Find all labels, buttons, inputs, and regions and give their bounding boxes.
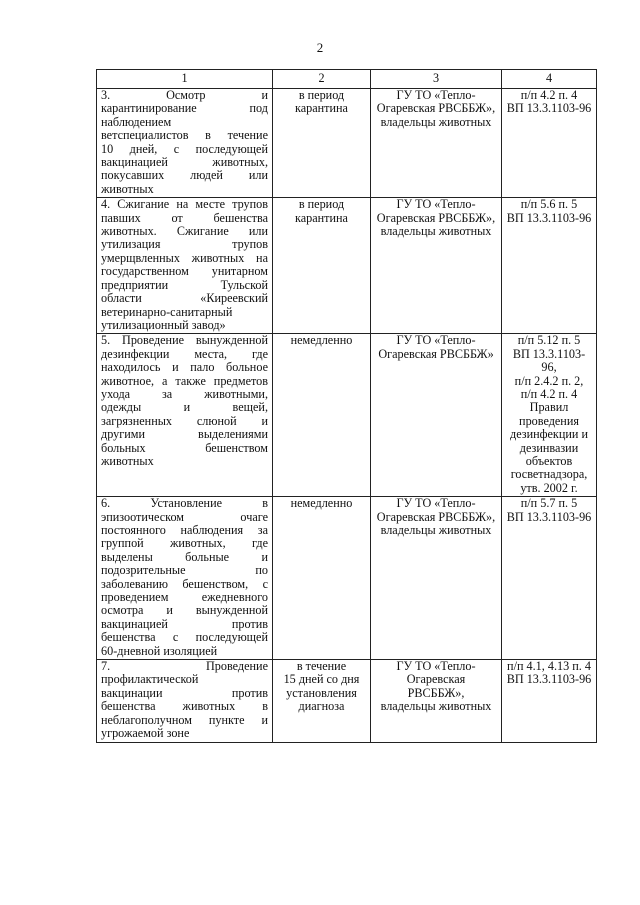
cell-line: РВСББЖ», — [407, 685, 465, 700]
cell-line: ВП 13.3.1103-96 — [506, 101, 592, 116]
cell-line: утв. 2002 г. — [520, 480, 578, 495]
cell-line: проведением ежедневного — [101, 590, 268, 605]
cell-line: объектов — [525, 453, 573, 468]
executor-cell — [371, 89, 502, 198]
cell-line: немедленно — [290, 333, 353, 348]
cell-line: ВП 13.3.1103-96 — [506, 509, 592, 524]
cell-line: умерщвленных животных на — [101, 250, 268, 265]
table-row — [97, 89, 597, 198]
cell-line: наблюдением — [101, 114, 172, 129]
executor-cell — [371, 660, 502, 742]
cell-line: п/п 5.12 п. 5 — [517, 333, 581, 348]
cell-line: находилось и пало больное — [101, 360, 268, 375]
cell-line: установления — [286, 685, 357, 700]
cell-line: ГУ ТО «Тепло- — [396, 659, 476, 674]
cell-line: 4. Сжигание на месте трупов — [101, 197, 268, 212]
cell-line: п/п 4.2 п. 4 Правил — [520, 386, 578, 415]
cell-line: утилизация трупов — [101, 237, 268, 252]
cell-line: в течение — [296, 659, 347, 674]
executor-cell — [371, 198, 502, 334]
cell-line: диагноза — [298, 699, 345, 714]
reference-cell — [502, 89, 597, 198]
cell-line: павших от бешенства — [101, 210, 268, 225]
cell-line: немедленно — [290, 496, 353, 511]
cell-line: ГУ ТО «Тепло- — [396, 88, 476, 102]
cell-line: бешенства животных в — [101, 699, 268, 714]
cell-line: ВП 13.3.1103-96 — [506, 210, 592, 225]
cell-line: владельцы животных — [380, 114, 492, 129]
cell-line: группой животных, где — [101, 536, 268, 551]
cell-line: Огаревская РВСББЖ», — [376, 509, 496, 524]
cell-line: владельцы животных — [380, 699, 492, 714]
cell-line: Огаревская РВСББЖ» — [378, 346, 494, 361]
cell-line: п/п 5.6 п. 5 — [520, 197, 578, 212]
table-header-row — [97, 70, 597, 89]
cell-line: осмотра и вынужденной — [101, 603, 268, 618]
action-cell — [97, 660, 273, 742]
cell-line: подозрительные по — [101, 563, 268, 578]
cell-line: животное, а также предметов — [101, 373, 268, 388]
cell-line: п/п 4.2 п. 4 — [520, 88, 578, 102]
cell-line: ГУ ТО «Тепло- — [396, 197, 476, 212]
reference-cell — [502, 660, 597, 742]
cell-line: 10 дней, с последующей — [101, 141, 268, 156]
term-cell — [273, 198, 371, 334]
cell-line: покусавших людей или — [101, 168, 268, 183]
cell-line: предприятии Тульской — [101, 277, 268, 292]
cell-line: больных бешенством — [101, 440, 268, 455]
cell-line: выделены больные и — [101, 549, 268, 564]
executor-cell — [371, 334, 502, 497]
cell-line: п/п 2.4.2 п. 2, — [514, 373, 584, 388]
column-header-3: 3 — [371, 70, 502, 89]
cell-line: карантина — [295, 210, 348, 225]
action-cell — [97, 334, 273, 497]
column-header-1: 1 — [97, 70, 273, 89]
cell-line: животных — [101, 181, 154, 196]
cell-line: владельцы животных — [380, 523, 492, 537]
term-cell — [273, 89, 371, 198]
cell-line: утилизационный завод» — [101, 317, 226, 332]
cell-line: дезинвазии — [519, 440, 579, 455]
cell-line: неблагополучном пункте и — [101, 712, 268, 727]
action-cell — [97, 89, 273, 198]
cell-line: Огаревская РВСББЖ», — [376, 101, 496, 116]
cell-line: 3. Осмотр и — [101, 88, 268, 102]
column-header-4: 4 — [502, 70, 597, 89]
cell-line: угрожаемой зоне — [101, 726, 190, 741]
action-cell — [97, 497, 273, 660]
cell-line: бешенства с последующей — [101, 630, 268, 645]
reference-cell — [502, 334, 597, 497]
cell-line: ухода за животными, — [101, 386, 268, 401]
executor-cell — [371, 497, 502, 660]
cell-line: ветспециалистов в течение — [101, 128, 268, 143]
cell-line: постоянного наблюдения за — [101, 523, 268, 537]
term-cell — [273, 334, 371, 497]
cell-line: области «Киреевский — [101, 291, 268, 306]
cell-line: ВП 13.3.1103-96, — [512, 346, 586, 375]
cell-line: карантина — [295, 101, 348, 116]
reference-cell — [502, 198, 597, 334]
cell-line: заболеванию бешенством, с — [101, 576, 268, 591]
cell-line: Огаревская РВСББЖ», — [376, 210, 496, 225]
cell-line: владельцы животных — [380, 224, 492, 239]
cell-line: проведения — [519, 413, 579, 428]
cell-line: ГУ ТО «Тепло- — [396, 496, 476, 511]
cell-line: ГУ ТО «Тепло- — [396, 333, 476, 348]
cell-line: п/п 4.1, 4.13 п. 4 — [507, 659, 591, 674]
cell-line: 6. Установление в — [101, 496, 268, 511]
cell-line: 60-дневной изоляцией — [101, 643, 218, 658]
cell-line: в период — [298, 197, 345, 212]
cell-line: 15 дней со дня — [283, 672, 360, 687]
cell-line: карантинирование под — [101, 101, 268, 116]
cell-line: другими выделениями — [101, 427, 268, 442]
cell-line: вакцинацией животных, — [101, 155, 268, 170]
cell-line: 5. Проведение вынужденной — [101, 333, 268, 348]
cell-line: одежды и вещей, — [101, 400, 268, 415]
cell-line: Огаревская — [406, 672, 466, 687]
term-cell — [273, 497, 371, 660]
term-cell — [273, 660, 371, 742]
reference-cell — [502, 497, 597, 660]
cell-line: профилактической — [101, 672, 199, 687]
table-row — [97, 497, 597, 660]
column-header-2: 2 — [273, 70, 371, 89]
cell-line: дезинфекции места, где — [101, 346, 268, 361]
cell-line: ветеринарно-санитарный — [101, 304, 233, 319]
table-row — [97, 198, 597, 334]
cell-line: дезинфекции и — [510, 427, 588, 442]
measures-table — [96, 69, 597, 743]
action-cell — [97, 198, 273, 334]
cell-line: государственном унитарном — [101, 264, 268, 279]
cell-line: животных. Сжигание или — [101, 224, 268, 239]
cell-line: п/п 5.7 п. 5 — [520, 496, 578, 511]
cell-line: животных — [101, 453, 154, 468]
cell-line: в период — [298, 88, 345, 102]
cell-line: вакцинацией против — [101, 616, 268, 631]
cell-line: ВП 13.3.1103-96 — [506, 672, 592, 687]
table-row — [97, 660, 597, 742]
cell-line: вакцинации против — [101, 685, 268, 700]
cell-line: 7. Проведение — [101, 659, 268, 674]
cell-line: эпизоотическом очаге — [101, 509, 268, 524]
page-number: 2 — [316, 40, 324, 55]
table-row — [97, 334, 597, 497]
cell-line: госветнадзора, — [510, 467, 588, 482]
cell-line: загрязненных слюной и — [101, 413, 268, 428]
